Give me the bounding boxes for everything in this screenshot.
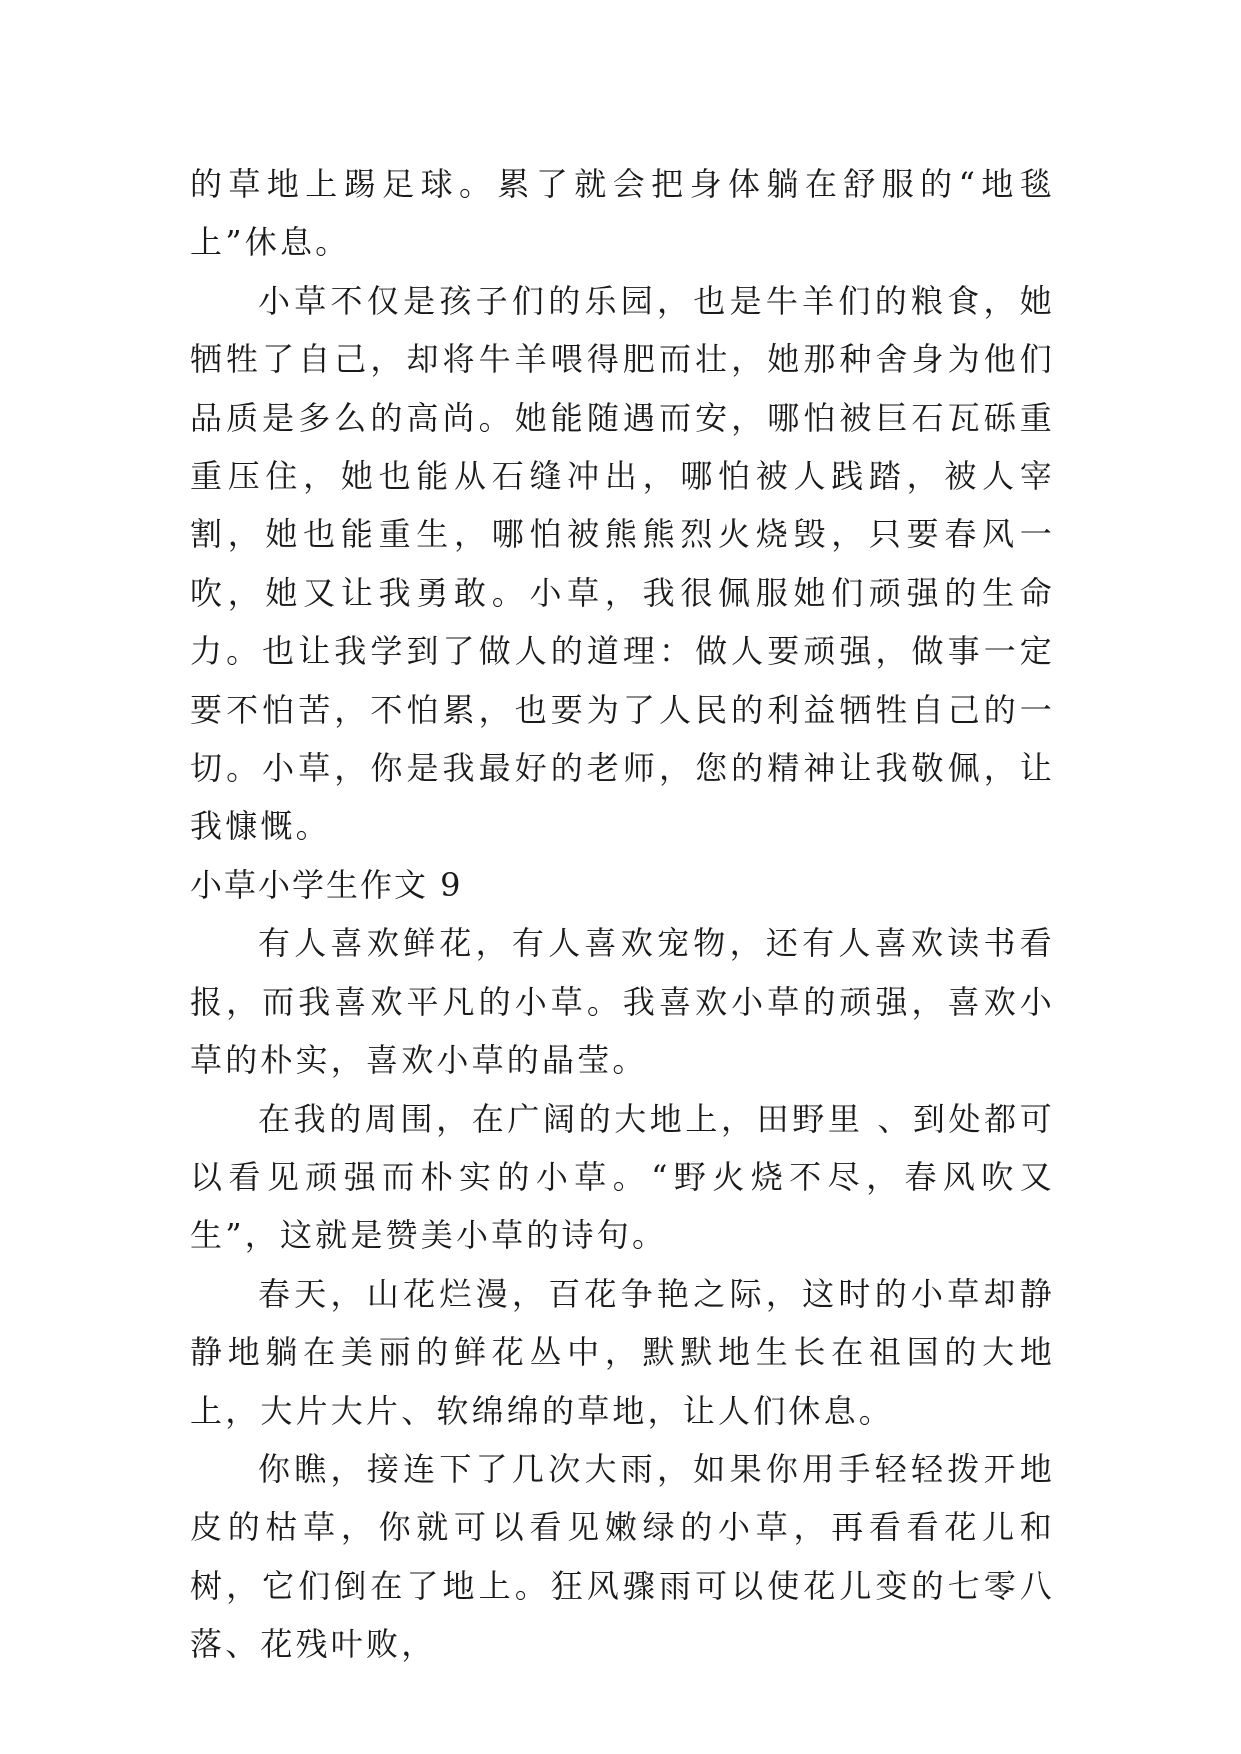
paragraph-rain: 你瞧，接连下了几次大雨，如果你用手轻轻拨开地皮的枯草，你就可以看见嫩绿的小草，再看看花儿和树，它们倒在了地上。狂风骤雨可以使花儿变的七零八落、花残叶败，	[190, 1449, 1055, 1664]
paragraph-spring: 春天，山花烂漫，百花争艳之际，这时的小草却静静地躺在美丽的鲜花丛中，默默地生长在祖国的大地上，大片大片、软绵绵的草地，让人们休息。	[190, 1274, 1055, 1430]
section-heading: 小草小学生作文 9	[190, 865, 463, 904]
paragraph-likes: 有人喜欢鲜花，有人喜欢宠物，还有人喜欢读书看报，而我喜欢平凡的小草。我喜欢小草的顽强，喜欢小草的朴实，喜欢小草的晶莹。	[190, 924, 1055, 1080]
paragraph-grass-virtue: 小草不仅是孩子们的乐园，也是牛羊们的粮食，她牺牲了自己，却将牛羊喂得肥而壮，她那种舍身为他们品质是多么的高尚。她能随遇而安，哪怕被巨石瓦砾重重压住，她也能从石缝冲出，哪怕被人践踏，被人宰割，她也能重生，哪怕被熊熊烈火烧毁，只要春风一吹，她又让我勇敢。小草，我很佩服她们顽强的生命力。也让我学到了做人的道理：做人要顽强，做事一定要不怕苦，不怕累，也要为了人民的利益牺牲自己的一切。小草，你是我最好的老师，您的精神让我敬佩，让我慷慨。	[190, 281, 1055, 846]
paragraph-surroundings: 在我的周围，在广阔的大地上，田野里 、到处都可以看见顽强而朴实的小草。“野火烧不尽，春风吹又生”，这就是赞美小草的诗句。	[190, 1099, 1055, 1255]
document-page	[190, 155, 1055, 1674]
paragraph-continuation: 的草地上踢足球。累了就会把身体躺在舒服的“地毯上”休息。	[190, 165, 1055, 262]
